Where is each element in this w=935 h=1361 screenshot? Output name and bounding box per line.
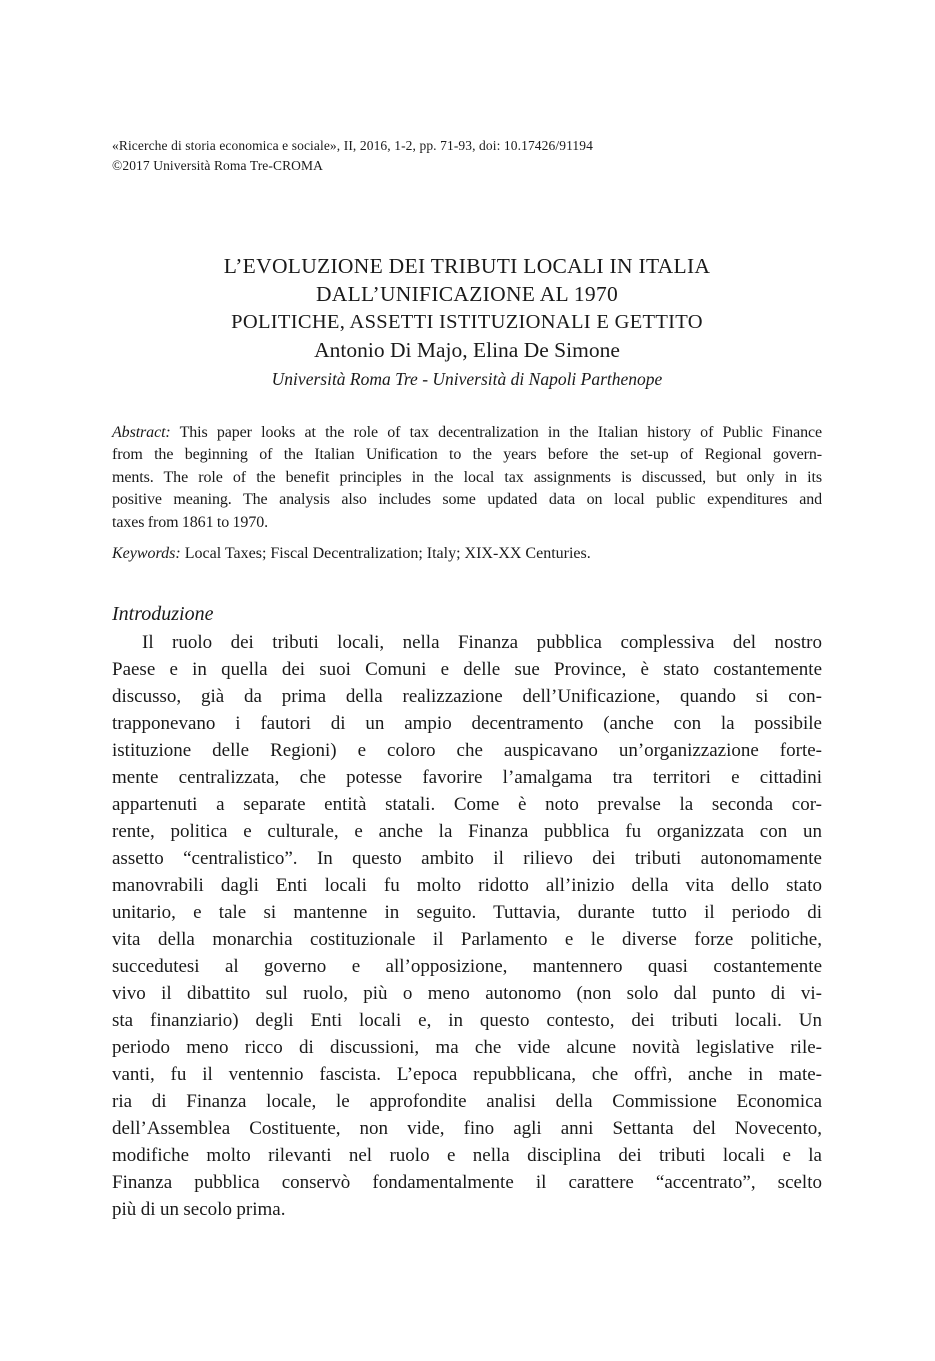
body-line: vivo il dibattito sul ruolo, più o meno autonomo (non solo dal punto di vi- [112, 983, 822, 1005]
article-subtitle: POLITICHE, ASSETTI ISTITUZIONALI E GETTITO [231, 311, 703, 333]
journal-citation: «Ricerche di storia economica e sociale», II, 2016, 1-2, pp. 71-93, doi: 10.17426/91194 [112, 138, 593, 153]
article-title-line2: DALL’UNIFICAZIONE AL 1970 [315, 282, 619, 306]
body-line: appartenuti a separate entità statali. Come è noto prevalse la seconda cor- [112, 794, 822, 816]
body-line: Il ruolo dei tributi locali, nella Finanza pubblica complessiva del nostro [142, 632, 822, 654]
keywords-line [112, 543, 822, 565]
introduction-paragraph [112, 629, 822, 1223]
body-line: ria di Finanza locale, le approfondite analisi della Commissione Economica [112, 1091, 822, 1113]
body-line: modifiche molto rilevanti nel ruolo e nella disciplina dei tributi locali e la [112, 1145, 822, 1167]
body-line: discusso, già da prima della realizzazione dell’Unificazione, quando si con- [112, 686, 822, 708]
body-line: rente, politica e culturale, e anche la Finanza pubblica fu organizzata con un [112, 821, 822, 843]
abstract-line: positive meaning. The analysis also includes some updated data on local public expenditures and [112, 491, 822, 509]
article-title-line1: L’EVOLUZIONE DEI TRIBUTI LOCALI IN ITALIA [223, 254, 711, 278]
body-line: più di un secolo prima. [112, 1199, 286, 1221]
abstract-first-line-text: This paper looks at the role of tax decentralization in the Italian history of Public Finance [179, 424, 822, 441]
abstract-block [112, 422, 822, 534]
abstract-line: from the beginning of the Italian Unification to the years before the set-up of Regional govern- [112, 446, 822, 464]
keywords-label: Keywords: [112, 545, 181, 563]
body-line: dell’Assemblea Costituente, non vide, fino agli anni Settanta del Novecento, [112, 1118, 822, 1140]
body-line: vanti, fu il ventennio fascista. L’epoca repubblicana, che offrì, anche in mate- [112, 1064, 822, 1086]
body-line: sta finanziario) degli Enti locali e, in questo contesto, dei tributi locali. Un [112, 1010, 822, 1032]
section-heading-introduzione: Introduzione [112, 603, 214, 626]
body-line: succedutesi al governo e all’opposizione, mantennero quasi costantemente [112, 956, 822, 978]
body-line: vita della monarchia costituzionale il Parlamento e le diverse forze politiche, [112, 929, 822, 951]
body-line: mente centralizzata, che potesse favorire l’amalgama tra territori e cittadini [112, 767, 822, 789]
body-line: istituzione delle Regioni) e coloro che auspicavano un’organizzazione forte- [112, 740, 822, 762]
body-line: Paese e in quella dei suoi Comuni e delle sue Province, è stato costantemente [112, 659, 822, 681]
abstract-label: Abstract: [112, 424, 171, 441]
journal-masthead [112, 136, 822, 175]
abstract-line: taxes from 1861 to 1970. [112, 513, 269, 531]
title-block [112, 252, 822, 394]
body-line: Finanza pubblica conservò fondamentalmente il carattere “accentrato”, scelto [112, 1172, 822, 1194]
body-line: unitario, e tale si mantenne in seguito. Tuttavia, durante tutto il periodo di [112, 902, 822, 924]
keywords-text: Local Taxes; Fiscal Decentralization; Italy; XIX-XX Centuries. [184, 545, 591, 563]
body-line: trapponevano i fautori di un ampio decentramento (anche con la possibile [112, 713, 822, 735]
article-title [112, 252, 822, 308]
abstract-lines [112, 444, 822, 534]
abstract-line: ments. The role of the benefit principles in the local tax assignments is discussed, but only in its [112, 468, 822, 486]
body-line: manovrabili dagli Enti locali fu molto ridotto all’inizio della vita dello stato [112, 875, 822, 897]
authors-line: Antonio Di Majo, Elina De Simone [314, 338, 620, 362]
body-line: periodo meno ricco di discussioni, ma che vide alcune novità legislative rile- [112, 1037, 822, 1059]
affiliation-line: Università Roma Tre - Università di Napoli Parthenope [271, 369, 663, 389]
body-line: assetto “centralistico”. In questo ambito il rilievo dei tributi autonomamente [112, 848, 822, 870]
abstract-line [112, 422, 822, 444]
copyright-line: ©2017 Università Roma Tre-CROMA [112, 157, 323, 173]
